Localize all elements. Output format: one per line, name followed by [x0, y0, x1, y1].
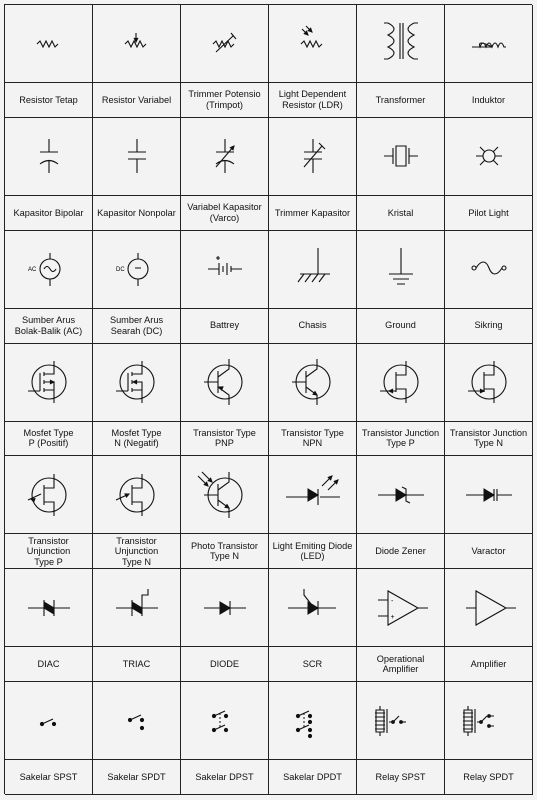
jfet-n-icon	[454, 347, 524, 417]
dpdt-switch-icon	[278, 686, 348, 756]
symbol-label-text: Sakelar DPDT	[283, 771, 342, 782]
symbol-area	[93, 456, 180, 534]
symbol-area	[181, 456, 268, 534]
symbol-area	[93, 344, 180, 422]
opamp-plus: +	[390, 613, 395, 621]
symbol-cell-ujt-p	[5, 456, 93, 569]
symbol-cell-ground	[357, 231, 445, 344]
symbol-cell-op-amp	[357, 569, 445, 682]
symbol-table	[4, 4, 532, 794]
led-icon	[278, 460, 348, 530]
symbol-label	[445, 83, 532, 117]
symbol-area	[93, 5, 180, 83]
symbol-cell-battrey	[181, 231, 269, 344]
symbol-area	[357, 231, 444, 309]
symbol-area	[5, 231, 92, 309]
symbol-area	[445, 682, 532, 760]
symbol-cell-spdt	[93, 682, 181, 795]
symbol-label	[5, 534, 92, 568]
symbol-label-text: Resistor Variabel	[101, 94, 172, 105]
symbol-area	[445, 569, 532, 647]
bipolar-capacitor-icon	[14, 121, 84, 191]
symbol-label	[445, 422, 532, 456]
symbol-area	[5, 118, 92, 196]
symbol-cell-scr	[269, 569, 357, 682]
symbol-area	[93, 569, 180, 647]
symbol-area	[181, 5, 268, 83]
trimpot-icon	[190, 9, 260, 79]
symbol-label-text: Varactor	[471, 546, 506, 557]
diode-icon	[190, 573, 260, 643]
spst-switch-icon	[14, 686, 84, 756]
symbol-area	[269, 456, 356, 534]
symbol-label-text: Induktor	[471, 94, 506, 105]
symbol-label	[181, 760, 268, 794]
symbol-cell-triac	[93, 569, 181, 682]
symbol-label-text: Resistor Tetap	[19, 94, 78, 105]
symbol-label	[181, 83, 268, 117]
symbol-label-text: Sikring	[474, 320, 503, 331]
symbol-cell-dpdt	[269, 682, 357, 795]
symbol-area	[5, 569, 92, 647]
variable-resistor-icon	[102, 9, 172, 79]
symbol-label-text: Light Dependent Resistor (LDR)	[278, 89, 347, 110]
symbol-area	[5, 682, 92, 760]
trimmer-capacitor-icon	[278, 121, 348, 191]
symbol-label	[445, 196, 532, 230]
npn-transistor-icon	[278, 347, 348, 417]
symbol-cell-mosfet-p	[5, 344, 93, 457]
symbol-cell-chasis	[269, 231, 357, 344]
symbol-label	[93, 196, 180, 230]
symbol-label	[5, 422, 92, 456]
triac-icon	[102, 573, 172, 643]
symbol-area	[445, 456, 532, 534]
symbol-label-text: DIODE	[209, 658, 240, 669]
symbol-label-text: Transistor Type NPN	[281, 427, 344, 449]
photo-transistor-icon	[190, 460, 260, 530]
symbol-label	[357, 647, 444, 681]
varactor-icon	[454, 460, 524, 530]
diac-icon	[14, 573, 84, 643]
inductor-icon	[454, 9, 524, 79]
symbol-label-text: Relay SPST	[375, 771, 426, 782]
symbol-label	[181, 422, 268, 456]
symbol-label	[269, 647, 356, 681]
symbol-label	[269, 760, 356, 794]
dpst-switch-icon	[190, 686, 260, 756]
symbol-label-text: Sakelar DPST	[195, 771, 254, 782]
symbol-label-text: Chasis	[298, 320, 327, 331]
pilot-light-icon	[454, 121, 524, 191]
symbol-label-text: Kapasitor Nonpolar	[97, 207, 176, 218]
symbol-label-text: Variabel Kapasitor (Varco)	[187, 202, 262, 223]
symbol-area	[5, 5, 92, 83]
symbol-label-text: Ground	[385, 320, 416, 331]
symbol-cell-sumber-dc	[93, 231, 181, 344]
symbol-cell-led	[269, 456, 357, 569]
symbol-cell-amplifier	[445, 569, 533, 682]
symbol-label	[5, 309, 92, 343]
symbol-area	[357, 5, 444, 83]
symbol-label-text: Amplifier	[470, 658, 507, 669]
symbol-cell-transformer	[357, 5, 445, 118]
symbol-label	[269, 422, 356, 456]
symbol-label-text: Kapasitor Bipolar	[13, 207, 84, 218]
ujt-n-icon	[102, 460, 172, 530]
nonpolar-capacitor-icon	[102, 121, 172, 191]
symbol-label	[5, 196, 92, 230]
symbol-label	[269, 534, 356, 568]
symbol-label	[93, 647, 180, 681]
fuse-icon	[454, 234, 524, 304]
symbol-label	[93, 534, 180, 568]
dc-mark: DC	[115, 267, 125, 274]
symbol-cell-sikring	[445, 231, 533, 344]
symbol-label-text: Transistor Type PNP	[193, 427, 256, 449]
symbol-label	[269, 83, 356, 117]
relay-spst-icon	[366, 686, 436, 756]
symbol-area	[181, 569, 268, 647]
zener-diode-icon	[366, 460, 436, 530]
battery-icon	[190, 234, 260, 304]
symbol-area	[181, 682, 268, 760]
symbol-label	[445, 760, 532, 794]
symbol-cell-pnp	[181, 344, 269, 457]
mosfet-n-icon	[102, 347, 172, 417]
symbol-label-text: Light Emiting Diode (LED)	[272, 540, 353, 562]
chassis-icon	[278, 234, 348, 304]
symbol-cell-pilot-light	[445, 118, 533, 231]
symbol-label	[445, 309, 532, 343]
symbol-label	[181, 196, 268, 230]
symbol-label	[357, 422, 444, 456]
symbol-label-text: Sumber Arus Searah (DC)	[109, 315, 164, 336]
symbol-cell-resistor-tetap	[5, 5, 93, 118]
symbol-area	[269, 5, 356, 83]
symbol-area	[93, 118, 180, 196]
symbol-label	[357, 760, 444, 794]
symbol-area	[269, 682, 356, 760]
symbol-label	[357, 83, 444, 117]
symbol-label-text: Transformer	[375, 94, 426, 105]
symbol-label-text: Pilot Light	[468, 207, 509, 218]
symbol-cell-kapasitor-bipolar	[5, 118, 93, 231]
symbol-cell-diac	[5, 569, 93, 682]
mosfet-p-icon	[14, 347, 84, 417]
symbol-label-text: SCR	[302, 658, 323, 669]
symbol-label-text: Mosfet Type P (Positif)	[23, 427, 74, 449]
symbol-label-text: Relay SPDT	[463, 771, 514, 782]
relay-spdt-icon	[454, 686, 524, 756]
symbol-label-text: Transistor Junction Type N	[449, 427, 528, 449]
symbol-area	[269, 344, 356, 422]
symbol-area	[445, 231, 532, 309]
symbol-label	[357, 196, 444, 230]
symbol-cell-photo-transistor	[181, 456, 269, 569]
symbol-cell-ujt-n	[93, 456, 181, 569]
ujt-p-icon	[14, 460, 84, 530]
symbol-area	[269, 569, 356, 647]
symbol-cell-ldr	[269, 5, 357, 118]
symbol-label	[181, 647, 268, 681]
symbol-area	[357, 344, 444, 422]
scr-icon	[278, 573, 348, 643]
symbol-cell-diode	[181, 569, 269, 682]
symbol-area	[5, 344, 92, 422]
symbol-label-text: Operational Amplifier	[376, 653, 425, 675]
symbol-area	[181, 231, 268, 309]
symbol-cell-jfet-n	[445, 344, 533, 457]
symbol-label	[269, 196, 356, 230]
variable-capacitor-icon	[190, 121, 260, 191]
symbol-label	[5, 647, 92, 681]
symbol-label-text: Sakelar SPDT	[107, 771, 166, 782]
symbol-area	[445, 344, 532, 422]
symbol-area	[181, 344, 268, 422]
symbol-label-text: Sumber Arus Bolak-Balik (AC)	[14, 315, 83, 336]
symbol-cell-zener	[357, 456, 445, 569]
ground-icon	[366, 234, 436, 304]
amplifier-icon	[454, 573, 524, 643]
pnp-transistor-icon	[190, 347, 260, 417]
symbol-label-text: Transistor Unjunction Type N	[114, 535, 159, 567]
symbol-label	[445, 534, 532, 568]
symbol-label-text: Sakelar SPST	[19, 771, 78, 782]
symbol-label-text: Diode Zener	[375, 546, 426, 557]
symbol-label	[269, 309, 356, 343]
symbol-label	[357, 534, 444, 568]
symbol-area	[181, 118, 268, 196]
symbol-label	[5, 760, 92, 794]
resistor-icon	[14, 9, 84, 79]
dc-source-icon	[102, 234, 172, 304]
symbol-label-text: Mosfet Type N (Negatif)	[111, 427, 162, 449]
symbol-area	[357, 456, 444, 534]
symbol-cell-spst	[5, 682, 93, 795]
symbol-label	[93, 760, 180, 794]
symbol-label	[181, 309, 268, 343]
symbol-cell-trimmer-kapasitor	[269, 118, 357, 231]
ac-mark: AC	[27, 267, 36, 274]
symbol-label-text: DIAC	[37, 658, 60, 669]
symbol-label	[5, 83, 92, 117]
symbol-cell-varactor	[445, 456, 533, 569]
symbol-area	[93, 682, 180, 760]
symbol-cell-induktor	[445, 5, 533, 118]
symbol-area	[445, 118, 532, 196]
ldr-icon	[278, 9, 348, 79]
symbol-cell-dpst	[181, 682, 269, 795]
symbol-cell-mosfet-n	[93, 344, 181, 457]
spdt-switch-icon	[102, 686, 172, 756]
opamp-minus: -	[390, 597, 393, 605]
symbol-area	[357, 569, 444, 647]
symbol-cell-sumber-ac	[5, 231, 93, 344]
symbol-area	[269, 231, 356, 309]
symbol-area	[93, 231, 180, 309]
symbol-area	[357, 118, 444, 196]
jfet-p-icon	[366, 347, 436, 417]
symbol-cell-relay-spst	[357, 682, 445, 795]
symbol-label-text: Transistor Unjunction Type P	[26, 535, 71, 567]
symbol-label-text: Transistor Junction Type P	[361, 427, 440, 449]
symbol-label	[93, 83, 180, 117]
symbol-label-text: Trimmer Potensio (Trimpot)	[188, 89, 261, 110]
symbol-label-text: TRIAC	[122, 658, 151, 669]
symbol-label	[445, 647, 532, 681]
symbol-label-text: Battrey	[209, 320, 240, 331]
symbol-area	[357, 682, 444, 760]
symbol-area	[5, 456, 92, 534]
symbol-area	[269, 118, 356, 196]
op-amp-icon	[366, 573, 436, 643]
symbol-cell-kristal	[357, 118, 445, 231]
transformer-icon	[366, 9, 436, 79]
symbol-cell-varco	[181, 118, 269, 231]
symbol-cell-npn	[269, 344, 357, 457]
symbol-label	[357, 309, 444, 343]
symbol-label	[93, 422, 180, 456]
symbol-cell-jfet-p	[357, 344, 445, 457]
symbol-label	[93, 309, 180, 343]
symbol-cell-resistor-variabel	[93, 5, 181, 118]
ac-source-icon	[14, 234, 84, 304]
symbol-label-text: Kristal	[387, 207, 414, 218]
symbol-label-text: Photo Transistor Type N	[191, 540, 258, 562]
symbol-label	[181, 534, 268, 568]
symbol-area	[445, 5, 532, 83]
symbol-cell-trimpot	[181, 5, 269, 118]
symbol-cell-kapasitor-nonpolar	[93, 118, 181, 231]
symbol-cell-relay-spdt	[445, 682, 533, 795]
symbol-label-text: Trimmer Kapasitor	[274, 207, 351, 218]
crystal-icon	[366, 121, 436, 191]
